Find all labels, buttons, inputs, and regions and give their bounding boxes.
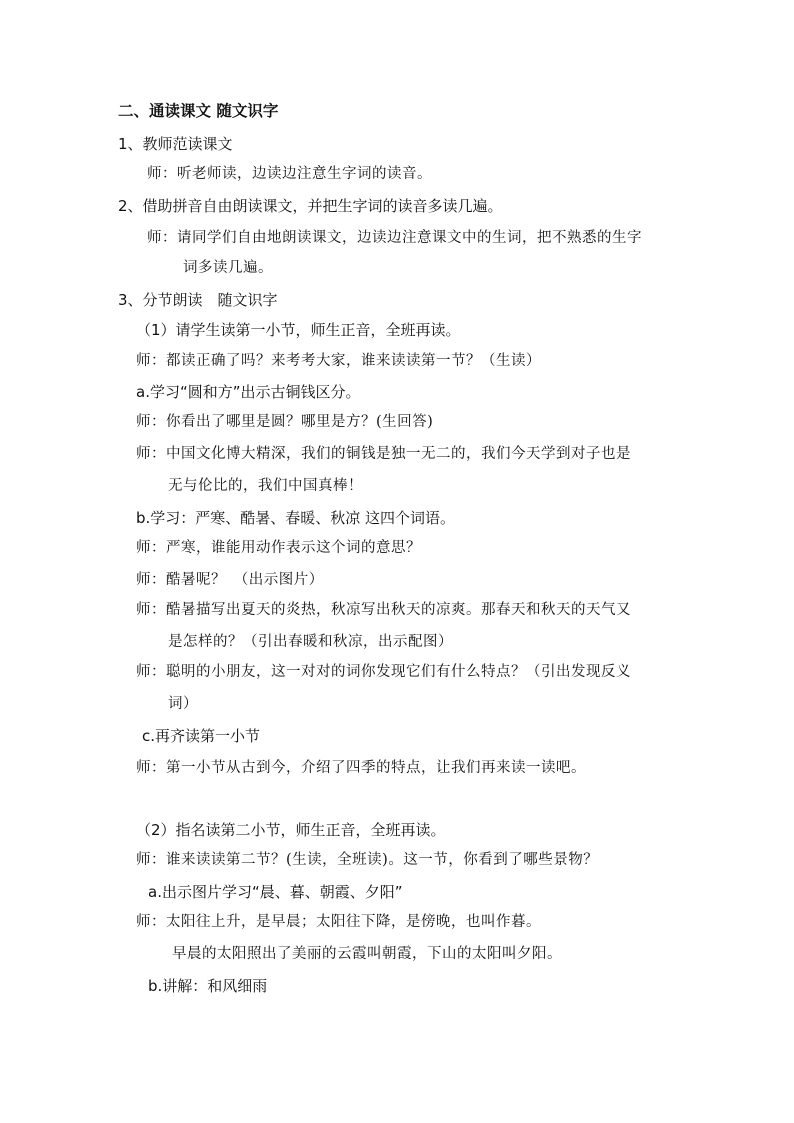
teacher-line-continued: 无与伦比的，我们中国真棒！ (168, 478, 363, 494)
step-1-heading: 1、教师范读课文 (118, 135, 233, 153)
teacher-line: 师：谁来读读第二节？(生读，全班读)。这一节，你看到了哪些景物？ (136, 852, 599, 868)
teacher-line: 师：酷暑呢？ （出示图片） (136, 572, 324, 588)
teacher-line: 师：太阳往上升，是早晨；太阳往下降，是傍晚，也叫作暮。 (136, 914, 541, 930)
step-3-heading: 3、分节朗读 随文识字 (118, 291, 278, 309)
step-2-heading: 2、借助拼音自由朗读课文，并把生字词的读音多读几遍。 (118, 197, 503, 215)
teacher-line-continued: 词多读几遍。 (183, 260, 273, 276)
teacher-line: 师：请同学们自由地朗读课文，边读边注意课文中的生词，把不熟悉的生字 (147, 230, 642, 246)
sub-item-c: c.再齐读第一小节 (142, 727, 261, 745)
teacher-line: 师：第一小节从古到今，介绍了四季的特点，让我们再来读一读吧。 (136, 760, 586, 776)
teacher-line-continued: 早晨的太阳照出了美丽的云霞叫朝霞，下山的太阳叫夕阳。 (172, 946, 562, 962)
teacher-line: 师：聪明的小朋友，这一对对的词你发现它们有什么特点？（引出发现反义 (136, 664, 631, 680)
sub-item-a: a.学习“圆和方”出示古铜钱区分。 (136, 383, 361, 401)
paragraph-1-heading: （1）请学生读第一小节，师生正音，全班再读。 (136, 321, 461, 339)
teacher-line: 师：听老师读，边读边注意生字词的读音。 (147, 166, 432, 182)
sub-item-b: b.学习：严寒、酷暑、春暖、秋凉 这四个词语。 (136, 509, 456, 527)
paragraph-2-heading: （2）指名读第二小节，师生正音，全班再读。 (136, 821, 446, 839)
teacher-line: 师：你看出了哪里是圆？哪里是方？(生回答) (136, 414, 434, 430)
teacher-line: 师：中国文化博大精深，我们的铜钱是独一无二的，我们今天学到对子也是 (136, 446, 631, 462)
teacher-line-continued: 词） (168, 696, 198, 712)
teacher-line-continued: 是怎样的？（引出春暖和秋凉，出示配图） (168, 634, 453, 650)
teacher-line: 师：酷暑描写出夏天的炎热，秋凉写出秋天的凉爽。那春天和秋天的天气又 (136, 602, 631, 618)
section-title: 二、通读课文 随文识字 (118, 101, 279, 120)
teacher-line: 师：都读正确了吗？来考考大家，谁来读读第一节？（生读） (136, 353, 541, 369)
teacher-line: 师：严寒，谁能用动作表示这个词的意思？ (136, 540, 421, 556)
sub-item-a-2: a.出示图片学习“晨、暮、朝霞、夕阳” (148, 883, 403, 901)
sub-item-b-2: b.讲解：和风细雨 (148, 977, 268, 995)
